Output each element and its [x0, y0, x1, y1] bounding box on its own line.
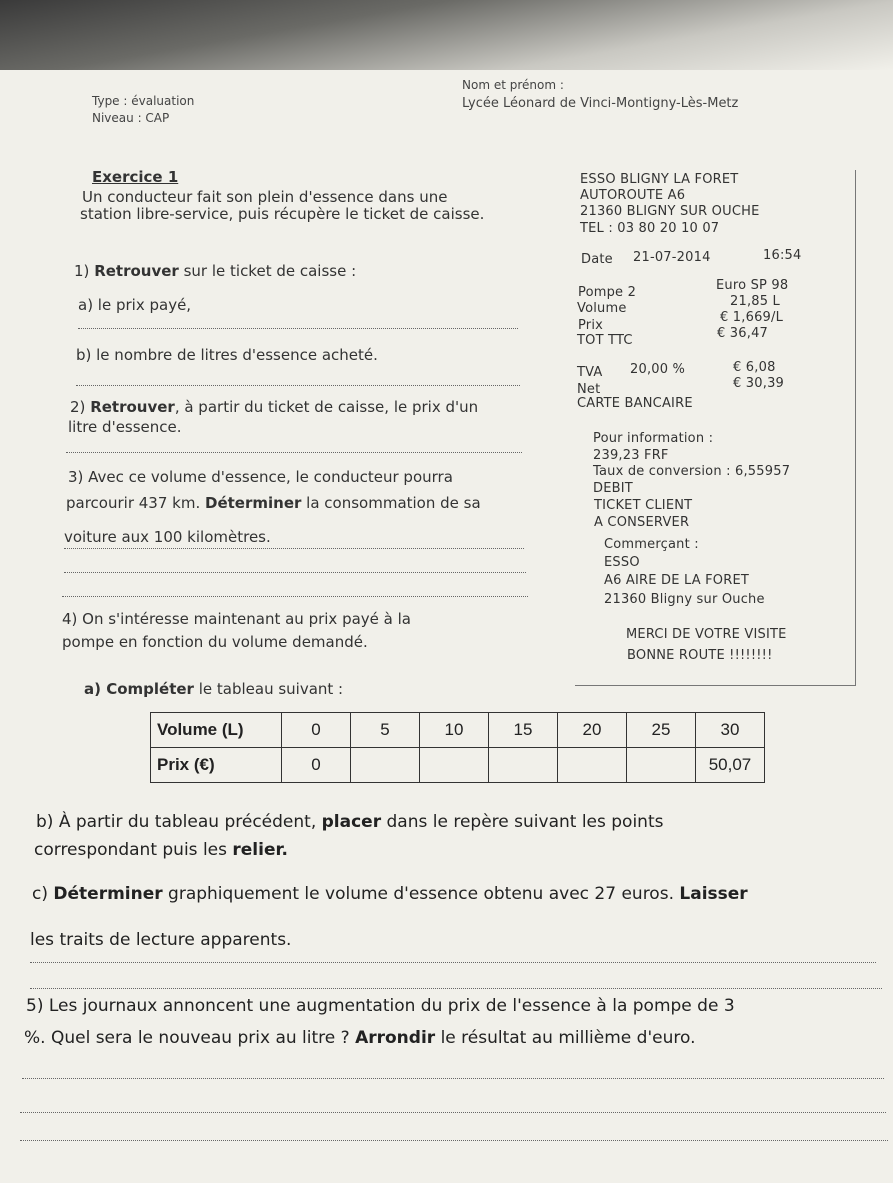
q5-text-a: %. Quel sera le nouveau prix au litre ?	[24, 1028, 350, 1048]
question-3-line-3: voiture aux 100 kilomètres.	[64, 528, 271, 546]
question-4-line-1: 4) On s'intéresse maintenant au prix payé à la	[62, 610, 411, 628]
q4b-text-a: b) À partir du tableau précédent,	[36, 812, 317, 832]
volume-cell: 0	[282, 713, 351, 748]
answer-line	[30, 988, 882, 989]
exercise-title: Exercice 1	[92, 168, 179, 186]
q5-text-b: le résultat au millième d'euro.	[440, 1028, 696, 1048]
volume-cell: 10	[420, 713, 489, 748]
receipt-price: € 1,669/L	[720, 310, 784, 325]
price-cell[interactable]: 0	[282, 748, 351, 783]
receipt-debit: DEBIT	[593, 481, 633, 496]
q4b-text-b: dans le repère suivant les points	[386, 812, 664, 832]
receipt-volume-label: Volume	[577, 301, 627, 316]
answer-line	[64, 548, 524, 549]
q3-keyword: Déterminer	[205, 494, 302, 512]
intro-line-2: station libre-service, puis récupère le ticket de caisse.	[80, 205, 485, 223]
price-cell[interactable]	[420, 748, 489, 783]
q3-text-b: la consommation de sa	[306, 494, 481, 512]
receipt-road: AUTOROUTE A6	[580, 188, 686, 203]
q4c-text: graphiquement le volume d'essence obtenu avec 27 euros.	[168, 884, 674, 904]
receipt-date: 21-07-2014	[633, 250, 711, 265]
question-3-line-2	[66, 494, 481, 512]
price-volume-table	[150, 712, 765, 783]
answer-line	[20, 1112, 886, 1113]
q2-keyword: Retrouver	[90, 398, 175, 416]
question-4-line-2: pompe en fonction du volume demandé.	[62, 633, 368, 651]
receipt-merchant-address: A6 AIRE DE LA FORET	[604, 573, 750, 588]
price-cell[interactable]	[627, 748, 696, 783]
question-4b-line-2	[34, 840, 288, 860]
q2-text: , à partir du ticket de caisse, le prix d'un	[174, 398, 479, 416]
answer-line	[78, 328, 518, 329]
row-label-volume: Volume (L)	[151, 713, 282, 748]
name-field-label: Nom et prénom :	[462, 78, 564, 92]
q4c-keyword: Déterminer	[53, 884, 163, 904]
q4b-keyword: placer	[321, 812, 382, 832]
receipt-rate: Taux de conversion : 6,55957	[593, 464, 791, 479]
receipt-payment: CARTE BANCAIRE	[577, 396, 693, 411]
receipt-pump: Pompe 2	[578, 285, 637, 300]
answer-line	[62, 596, 528, 597]
receipt-tva: € 6,08	[733, 360, 776, 375]
level: Niveau : CAP	[92, 111, 170, 125]
receipt-net-label: Net	[577, 382, 601, 397]
question-1	[74, 262, 356, 280]
q1-number: 1)	[74, 262, 90, 280]
receipt-ticket: TICKET CLIENT	[594, 498, 693, 513]
question-3-line-1: 3) Avec ce volume d'essence, le conducteur pourra	[68, 468, 453, 486]
receipt-price-label: Prix	[578, 318, 604, 333]
receipt-net: € 30,39	[733, 376, 785, 391]
top-shadow	[0, 0, 893, 70]
receipt-merchant: ESSO	[604, 555, 640, 570]
q4b-text-c: correspondant puis les	[34, 840, 227, 860]
question-4b-line-1	[36, 812, 663, 832]
volume-cell: 30	[696, 713, 765, 748]
answer-line	[64, 572, 526, 573]
price-cell[interactable]: 50,07	[696, 748, 765, 783]
price-cell[interactable]	[351, 748, 420, 783]
question-1b: b) le nombre de litres d'essence acheté.	[76, 346, 378, 364]
receipt-fuel: Euro SP 98	[716, 278, 789, 293]
volume-cell: 5	[351, 713, 420, 748]
receipt-merchant-city: 21360 Bligny sur Ouche	[604, 592, 765, 607]
receipt-frf: 239,23 FRF	[593, 448, 669, 463]
school-name: Lycée Léonard de Vinci-Montigny-Lès-Metz	[462, 96, 739, 111]
question-5-line-2	[24, 1028, 695, 1048]
q4a-keyword: a) Compléter	[84, 680, 194, 698]
receipt-city: 21360 BLIGNY SUR OUCHE	[580, 204, 760, 219]
receipt-keep: A CONSERVER	[594, 515, 690, 530]
question-1a: a) le prix payé,	[78, 296, 192, 314]
answer-line	[22, 1078, 884, 1079]
row-label-price: Prix (€)	[151, 748, 282, 783]
q2-number: 2)	[70, 398, 86, 416]
q1-keyword: Retrouver	[94, 262, 179, 280]
receipt-tva-rate: 20,00 %	[630, 362, 686, 377]
receipt-volume: 21,85 L	[730, 294, 780, 309]
eval-type: Type : évaluation	[92, 94, 195, 108]
answer-line	[30, 962, 876, 963]
answer-line	[66, 452, 522, 453]
q5-keyword: Arrondir	[355, 1028, 436, 1048]
receipt-total-label: TOT TTC	[577, 333, 633, 348]
receipt-total: € 36,47	[717, 326, 769, 341]
question-5-line-1: 5) Les journaux annoncent une augmentation du prix de l'essence à la pompe de 3	[26, 996, 735, 1016]
receipt-goodbye: BONNE ROUTE !!!!!!!!	[627, 648, 773, 663]
volume-cell: 15	[489, 713, 558, 748]
receipt-date-label: Date	[581, 252, 613, 267]
intro-line-1: Un conducteur fait son plein d'essence dans une	[82, 188, 448, 206]
receipt-tel: TEL : 03 80 20 10 07	[580, 221, 720, 236]
q4c-keyword-2: Laisser	[679, 884, 748, 904]
question-4c-line-1	[32, 884, 748, 904]
price-cell[interactable]	[558, 748, 627, 783]
receipt-info: Pour information :	[593, 431, 714, 446]
q4b-keyword-2: relier.	[232, 840, 288, 860]
receipt-station: ESSO BLIGNY LA FORET	[580, 172, 739, 187]
q3-text-a: parcourir 437 km.	[66, 494, 201, 512]
receipt-merchant-label: Commerçant :	[604, 537, 699, 552]
answer-line	[20, 1140, 888, 1141]
table-row-volume	[151, 713, 765, 748]
question-4c-line-2: les traits de lecture apparents.	[30, 930, 292, 950]
volume-cell: 25	[627, 713, 696, 748]
q1-text: sur le ticket de caisse :	[183, 262, 357, 280]
price-cell[interactable]	[489, 748, 558, 783]
q4a-text: le tableau suivant :	[198, 680, 344, 698]
receipt-time: 16:54	[763, 248, 802, 263]
volume-cell: 20	[558, 713, 627, 748]
question-2-line-2: litre d'essence.	[68, 418, 182, 436]
answer-line	[76, 385, 520, 386]
receipt-thanks: MERCI DE VOTRE VISITE	[626, 627, 787, 642]
question-4a	[84, 680, 343, 698]
question-2	[70, 398, 478, 416]
q4c-label: c)	[32, 884, 48, 904]
receipt-tva-label: TVA	[577, 365, 603, 380]
receipt-frame	[575, 170, 856, 686]
table-row-price	[151, 748, 765, 783]
